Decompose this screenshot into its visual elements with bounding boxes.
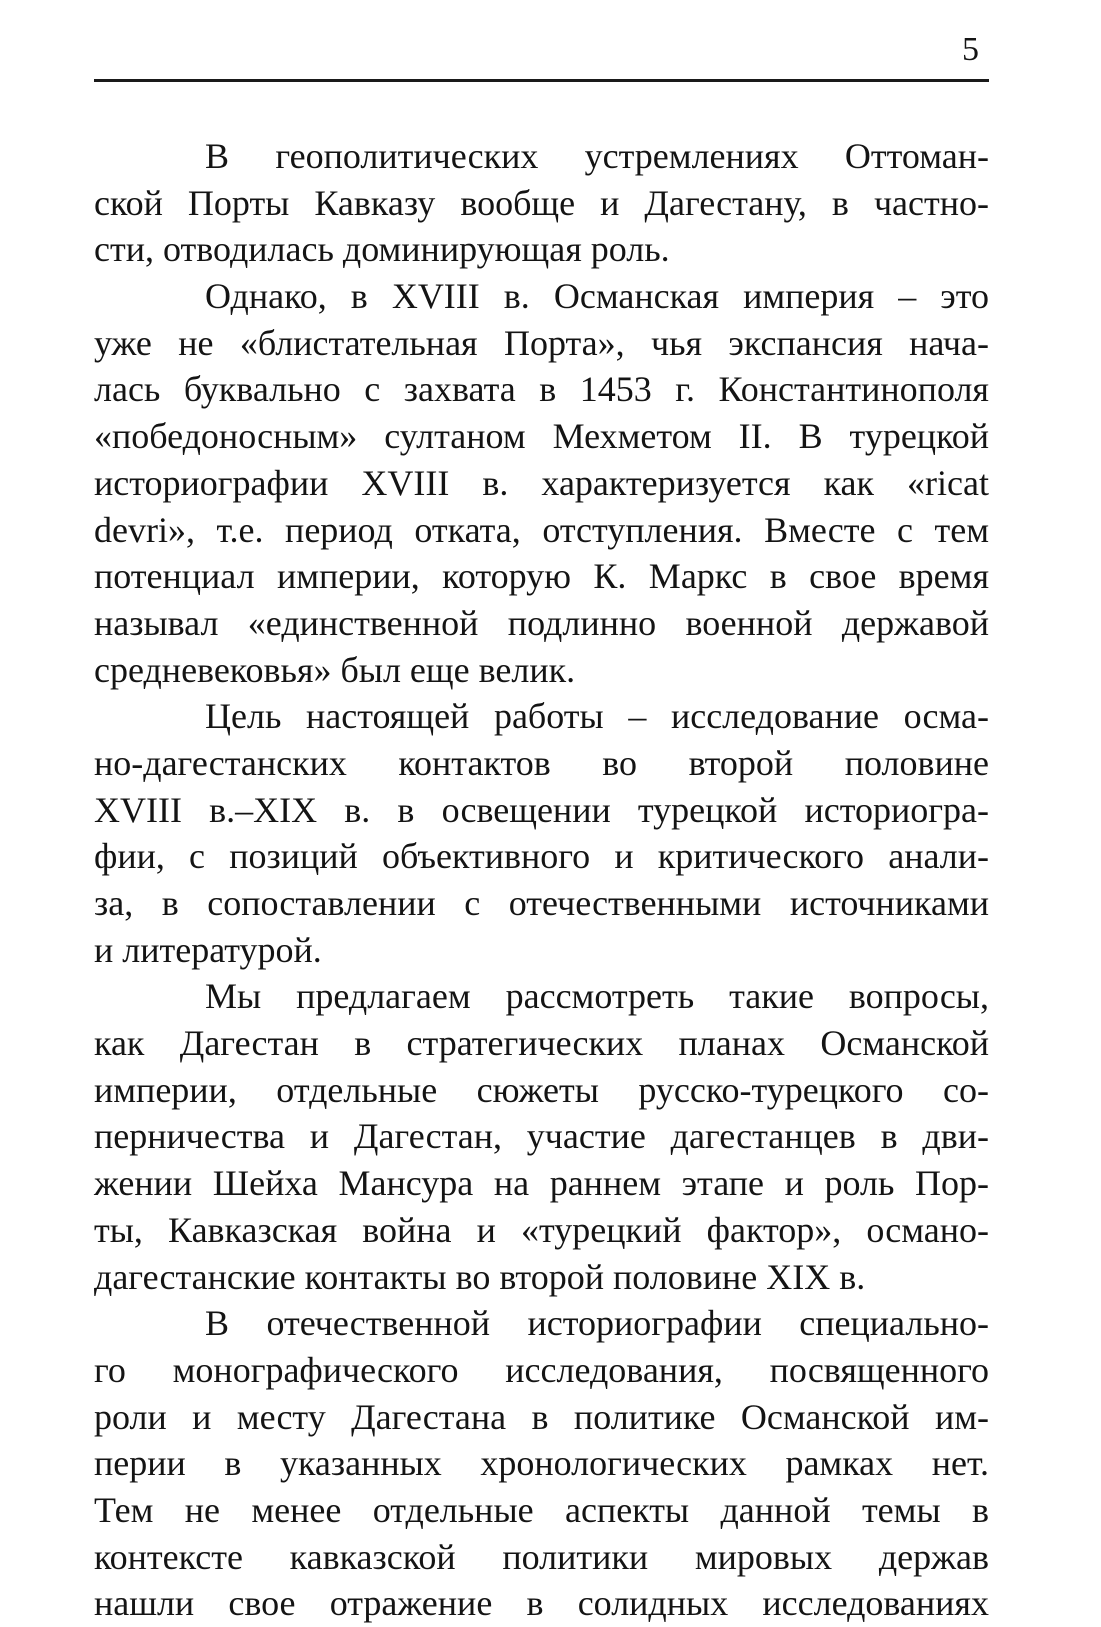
text-line: сти, отводилась доминирующая роль.: [94, 229, 670, 270]
text-line: перии в указанных хронологических рамках нет.: [94, 1443, 989, 1484]
text-line: за, в сопоставлении с отечественными источниками: [94, 883, 989, 923]
text-line: ской Порты Кавказу вообще и Дагестану, в частно-: [94, 182, 989, 223]
text-line: го монографического исследования, посвященного: [94, 1349, 989, 1390]
text-line: и литературой.: [94, 929, 322, 970]
text-line: ты, Кавказская война и «турецкий фактор», османо-: [94, 1209, 989, 1250]
paragraph-5: [94, 1300, 989, 1627]
paragraph-4: [94, 973, 989, 1300]
text-line: В отечественной историографии специально-: [205, 1303, 989, 1344]
page-number: 5: [962, 31, 979, 68]
text-line: перничества и Дагестан, участие дагестанцев в дви-: [94, 1116, 989, 1157]
text-line: нашли свое отражение в солидных исследованиях: [94, 1583, 989, 1624]
text-line: Мы предлагаем рассмотреть такие вопросы,: [205, 976, 989, 1017]
text-line: XVIII в.–XIX в. в освещении турецкой историогра-: [94, 789, 989, 830]
text-line: средневековья» был еще велик.: [94, 649, 576, 690]
text-line: лась буквально с захвата в 1453 г. Константинополя: [94, 369, 989, 410]
text-line: но-дагестанских контактов во второй половине: [94, 742, 989, 783]
text-line: фии, с позиций объективного и критического анали-: [94, 836, 989, 877]
text-line: называл «единственной подлинно военной державой: [94, 602, 989, 643]
text-line: В геополитических устремлениях Оттоман-: [205, 136, 989, 176]
paragraph-1: [94, 133, 989, 273]
text-line: контексте кавказской политики мировых держав: [94, 1536, 989, 1577]
text-line: «победоносным» султаном Мехметом II. В турецкой: [94, 416, 989, 457]
paragraph-2: [94, 273, 989, 693]
text-line: Однако, в XVIII в. Османская империя – это: [205, 276, 989, 317]
text-line: Тем не менее отдельные аспекты данной темы в: [94, 1489, 989, 1530]
text-line: империи, отдельные сюжеты русско-турецкого со-: [94, 1069, 989, 1110]
text-line: Цель настоящей работы – исследование осма-: [205, 696, 989, 737]
text-line: жении Шейха Мансура на раннем этапе и роль Пор-: [94, 1163, 989, 1204]
text-line: уже не «блистательная Порта», чья экспансия нача-: [94, 322, 989, 363]
text-line: историографии XVIII в. характеризуется как «ricat: [94, 462, 989, 503]
text-line: как Дагестан в стратегических планах Османской: [94, 1023, 989, 1064]
header-rule: [94, 79, 989, 82]
text-line: роли и месту Дагестана в политике Османской им-: [94, 1396, 989, 1437]
text-line: devri», т.е. период отката, отступления. Вместе с тем: [94, 509, 989, 550]
text-line: дагестанские контакты во второй половине XIX в.: [94, 1256, 866, 1297]
body-text: [94, 133, 989, 1627]
text-line: потенциал империи, которую К. Маркс в свое время: [94, 556, 989, 597]
paragraph-3: [94, 693, 989, 973]
